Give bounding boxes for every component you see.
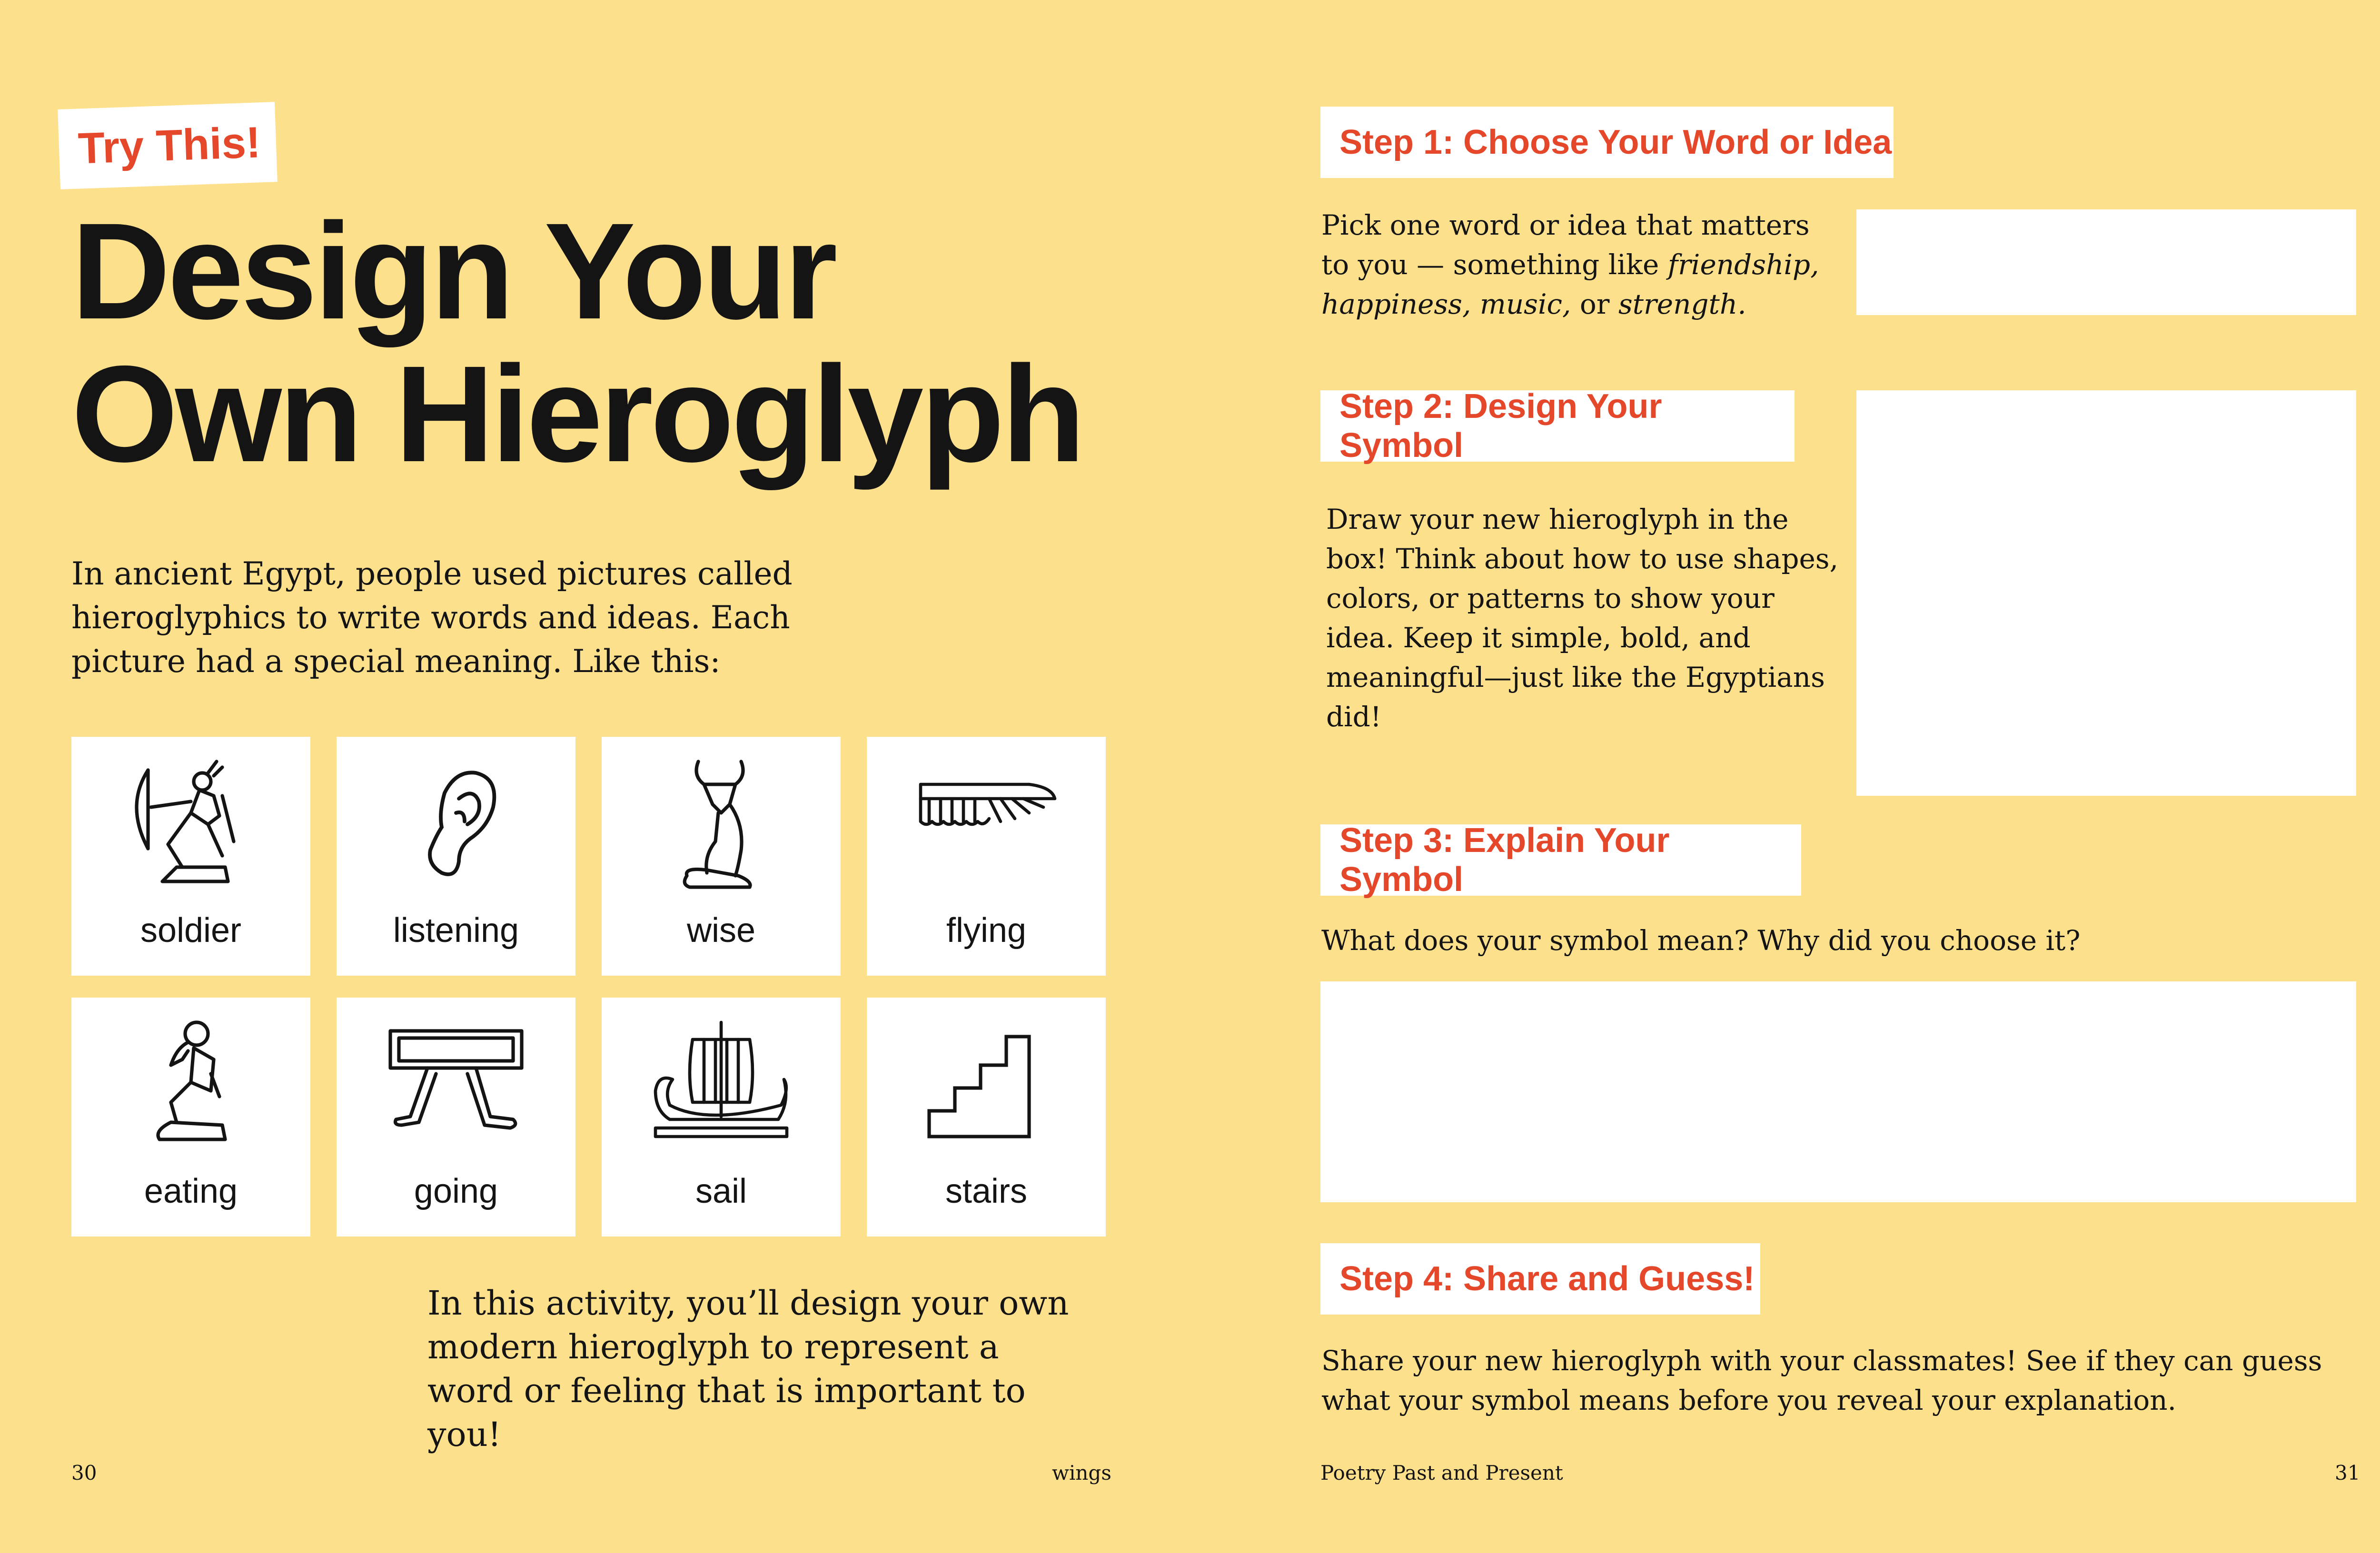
word-answer-box[interactable] bbox=[1856, 209, 2356, 315]
glyph-label: stairs bbox=[945, 1172, 1028, 1210]
glyph-card-going bbox=[337, 998, 575, 1236]
ear-glyph-icon bbox=[385, 756, 527, 899]
try-this-label: Try This! bbox=[77, 118, 262, 173]
step-4-title: Step 4: Share and Guess! bbox=[1339, 1260, 1755, 1298]
step-3-title: Step 3: Explain Your Symbol bbox=[1339, 821, 1670, 899]
wing-glyph-icon bbox=[915, 756, 1058, 899]
glyph-label: sail bbox=[695, 1172, 747, 1210]
glyph-label: soldier bbox=[140, 911, 242, 950]
glyph-label: going bbox=[414, 1172, 498, 1210]
title-line-2: Own Hieroglyph bbox=[71, 337, 1083, 491]
glyph-label: flying bbox=[946, 911, 1027, 950]
step-1-title: Step 1: Choose Your Word or Idea bbox=[1339, 123, 1892, 161]
try-this-tag bbox=[58, 102, 278, 189]
glyph-card-stairs bbox=[867, 998, 1106, 1236]
boat-glyph-icon bbox=[650, 1017, 793, 1159]
example-friendship: friendship, bbox=[1667, 248, 1819, 281]
activity-paragraph: In this activity, you’ll design your own modern hieroglyph to represent a word or feeling that is important to you! bbox=[427, 1284, 1069, 1454]
running-head-left: wings bbox=[1052, 1461, 1111, 1484]
glyph-card-wise bbox=[602, 737, 841, 976]
glyph-card-sail bbox=[602, 998, 841, 1236]
walking-legs-glyph-icon bbox=[385, 1017, 527, 1159]
stairs-glyph-icon bbox=[915, 1017, 1058, 1159]
seated-man-glyph-icon bbox=[119, 1017, 262, 1159]
glyph-card-flying bbox=[867, 737, 1106, 976]
intro-paragraph: In ancient Egypt, people used pictures called hieroglyphics to write words and ideas. Each picture had a special meaning. Like this: bbox=[71, 555, 793, 680]
page-title bbox=[71, 195, 1119, 491]
step-1-tag bbox=[1320, 107, 1894, 178]
example-happiness-music: happiness, music, bbox=[1321, 288, 1571, 320]
glyph-card-listening bbox=[337, 737, 575, 976]
step-2-title: Step 2: Design Your Symbol bbox=[1339, 387, 1662, 465]
step-1-text-or: or bbox=[1571, 288, 1618, 320]
glyph-label: eating bbox=[144, 1172, 238, 1210]
soldier-glyph-icon bbox=[119, 756, 262, 899]
running-head-right: Poetry Past and Present bbox=[1320, 1461, 1563, 1484]
step-1-text-a: Pick one word or idea that matters bbox=[1321, 209, 1810, 241]
page-number-left: 30 bbox=[71, 1461, 97, 1484]
example-strength: strength. bbox=[1618, 288, 1746, 320]
step-4-text: Share your new hieroglyph with your classmates! See if they can guess what your symbol means before you reveal your explanation. bbox=[1321, 1345, 2322, 1416]
glyph-card-soldier bbox=[71, 737, 310, 976]
glyph-card-eating bbox=[71, 998, 310, 1236]
glyph-label: wise bbox=[686, 911, 756, 950]
step-3-tag bbox=[1320, 821, 1801, 899]
step-1-text-b: to you — something like bbox=[1321, 248, 1668, 281]
step-1-text bbox=[1321, 206, 1845, 324]
symbol-drawing-box[interactable] bbox=[1856, 390, 2356, 796]
explanation-answer-box[interactable] bbox=[1320, 981, 2356, 1202]
title-line-1: Design Your bbox=[71, 195, 835, 348]
step-4-tag bbox=[1320, 1243, 1760, 1315]
glyph-label: listening bbox=[393, 911, 519, 950]
step-2-text: Draw your new hieroglyph in the box! Think about how to use shapes, colors, or patterns to show your idea. Keep it simple, bold, and meaningful—just like the Egyptians did! bbox=[1326, 503, 1839, 733]
step-2-tag bbox=[1320, 387, 1795, 465]
step-3-text: What does your symbol mean? Why did you choose it? bbox=[1321, 924, 2081, 957]
page-number-right: 31 bbox=[2335, 1461, 2360, 1484]
seated-animal-glyph-icon bbox=[650, 756, 793, 899]
